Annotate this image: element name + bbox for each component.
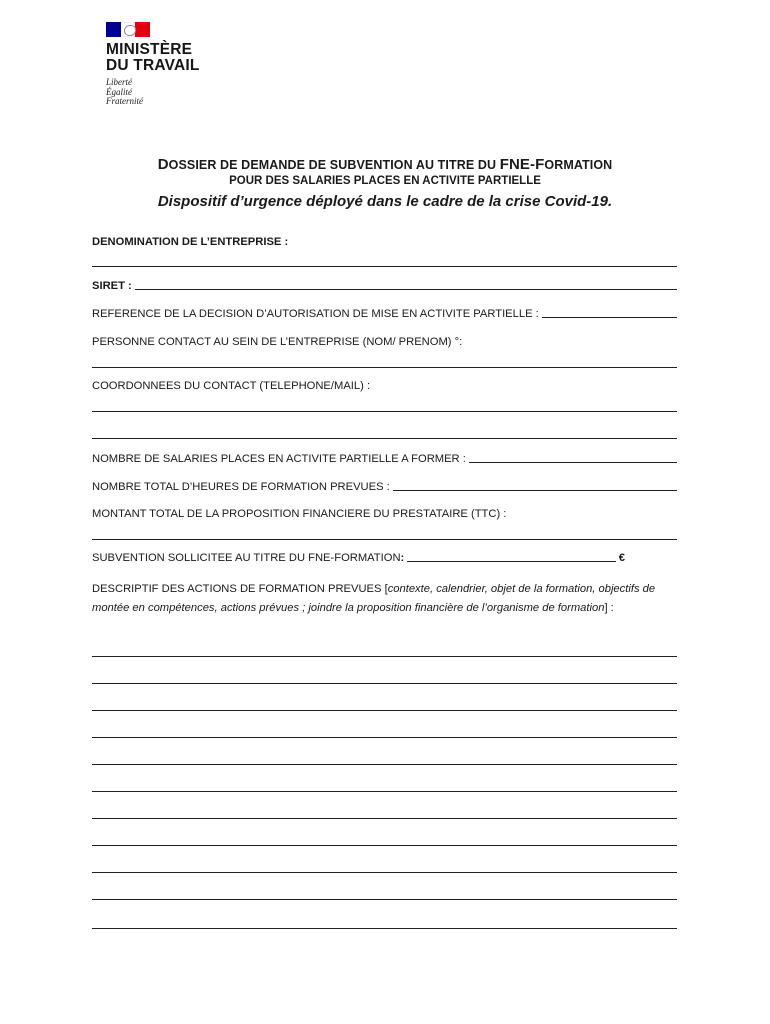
descriptif-line[interactable] (92, 899, 677, 900)
contact-row (92, 336, 677, 348)
nombre-salaries-label: NOMBRE DE SALARIES PLACES EN ACTIVITE PARTIELLE A FORMER : (92, 453, 466, 465)
document-tagline: Dispositif d’urgence déployé dans le cadre de la crise Covid-19. (157, 193, 613, 210)
title-part-1: OSSIER DE DEMANDE DE SUBVENTION AU TITRE DU (168, 158, 500, 172)
subvention-colon: : (400, 552, 405, 564)
denomination-field[interactable] (92, 266, 677, 267)
descriptif-line[interactable] (92, 710, 677, 711)
descriptif-line[interactable] (92, 818, 677, 819)
contact-label: PERSONNE CONTACT AU SEIN DE L’ENTREPRISE (NOM/ PRENOM) °: (92, 336, 463, 348)
denomination-row (92, 236, 677, 248)
descriptif-line[interactable] (92, 656, 677, 657)
subvention-row (92, 552, 625, 564)
title-part-2: ORMATION (544, 158, 613, 172)
motto-egalite: Égalité (106, 86, 132, 97)
descriptif-label-start: DESCRIPTIF DES ACTIONS DE FORMATION PREVUES [ (92, 583, 388, 595)
subvention-field[interactable] (407, 561, 616, 562)
descriptif-line[interactable] (92, 845, 677, 846)
reference-label: REFERENCE DE LA DECISION D’AUTORISATION DE MISE EN ACTIVITE PARTIELLE : (92, 308, 539, 320)
coordonnees-field-1[interactable] (92, 411, 677, 412)
descriptif-italic: contexte, calendrier, objet de la formation, objectifs de montée en compétences, actions prévues ; joindre la proposition financière de l’organisme de formation (92, 583, 656, 614)
motto-fraternite: Fraternité (106, 96, 143, 106)
descriptif-label (92, 580, 677, 618)
marianne-flag-icon (106, 22, 150, 37)
montant-label: MONTANT TOTAL DE LA PROPOSITION FINANCIERE DU PRESTATAIRE (TTC) : (92, 508, 507, 520)
title-cap-d: D (157, 156, 169, 173)
coordonnees-field-2[interactable] (92, 438, 677, 439)
document-subtitle: POUR DES SALARIES PLACES EN ACTIVITE PARTIELLE (229, 175, 541, 187)
nombre-heures-label: NOMBRE TOTAL D’HEURES DE FORMATION PREVUES : (92, 481, 390, 493)
descriptif-line[interactable] (92, 737, 677, 738)
descriptif-line[interactable] (92, 764, 677, 765)
montant-field[interactable] (92, 539, 677, 540)
contact-field[interactable] (92, 367, 677, 368)
euro-sign: € (618, 552, 625, 564)
nombre-heures-row (92, 481, 677, 493)
coordonnees-row (92, 380, 677, 392)
subvention-label: SUBVENTION SOLLICITEE AU TITRE DU FNE-FORMATION (92, 552, 401, 564)
descriptif-line[interactable] (92, 791, 677, 792)
siret-row (92, 280, 677, 292)
document-title (60, 156, 710, 173)
reference-field[interactable] (542, 317, 677, 318)
republic-motto (106, 78, 200, 107)
ministry-line-2: DU TRAVAIL (106, 56, 200, 74)
siret-label: SIRET : (92, 280, 132, 292)
ministry-logo (106, 22, 200, 107)
descriptif-line[interactable] (92, 928, 677, 929)
title-cap-fne: FNE-F (499, 156, 545, 173)
ministry-name (106, 42, 200, 73)
siret-field[interactable] (135, 289, 677, 290)
nombre-heures-field[interactable] (393, 490, 677, 491)
ministry-line-1: MINISTÈRE (106, 41, 193, 58)
nombre-salaries-field[interactable] (469, 462, 677, 463)
descriptif-line[interactable] (92, 683, 677, 684)
nombre-salaries-row (92, 453, 677, 465)
coordonnees-label: COORDONNEES DU CONTACT (TELEPHONE/MAIL) : (92, 380, 371, 392)
reference-row (92, 308, 677, 320)
descriptif-label-end: ] : (604, 602, 614, 614)
motto-liberte: Liberté (106, 77, 132, 87)
montant-row (92, 508, 677, 520)
denomination-label: DENOMINATION DE L’ENTREPRISE : (92, 236, 289, 248)
descriptif-line[interactable] (92, 872, 677, 873)
